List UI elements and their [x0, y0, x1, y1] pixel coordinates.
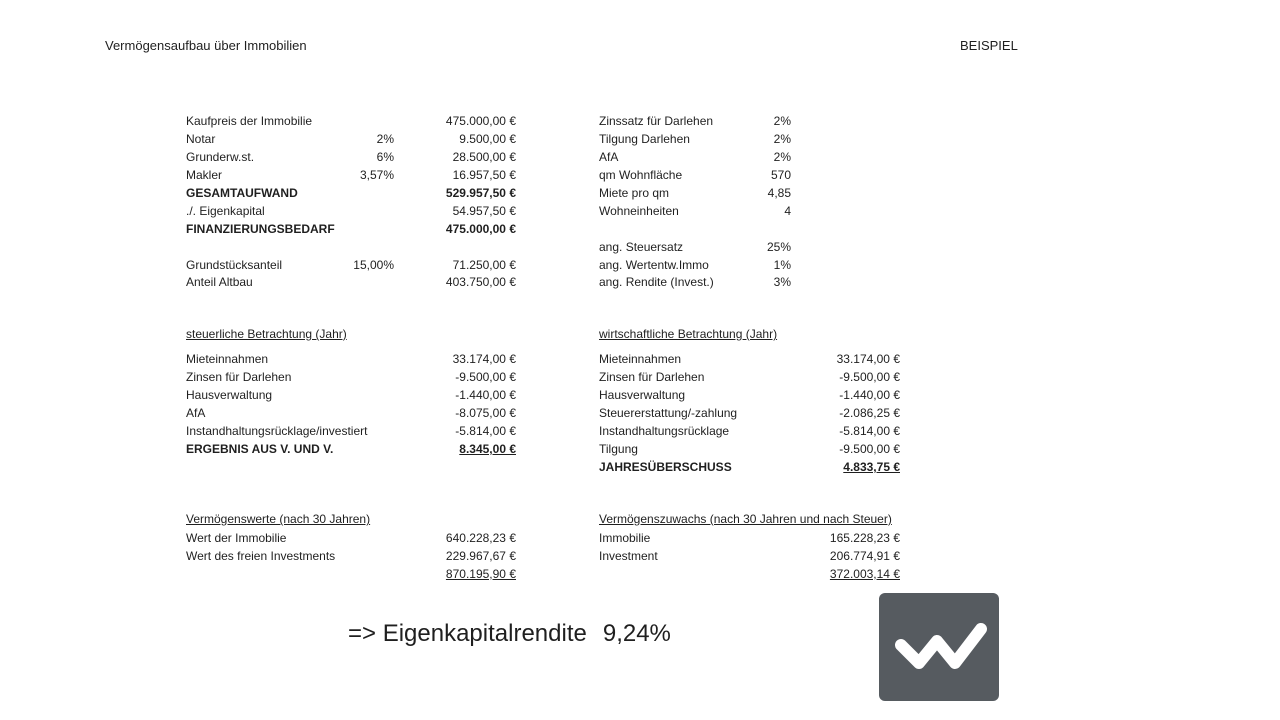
econ-section-title: wirtschaftliche Betrachtung (Jahr) — [599, 327, 778, 341]
econ-label: Instandhaltungsrücklage — [599, 424, 730, 438]
land-label: Grundstücksanteil — [186, 258, 283, 272]
econ-label: Steuererstattung/-zahlung — [599, 406, 738, 420]
tax-amount: -8.075,00 € — [455, 406, 516, 420]
param-value: 4,85 — [767, 186, 791, 200]
econ-result-amount: 4.833,75 € — [843, 460, 900, 474]
example-tag: BEISPIEL — [960, 38, 1018, 53]
cost-amount: 16.957,50 € — [452, 168, 516, 182]
param-label: qm Wohnfläche — [599, 168, 683, 182]
econ-row — [0, 350, 1280, 368]
econ-row — [0, 368, 1280, 386]
econ-amount: -9.500,00 € — [839, 442, 900, 456]
tax-label: AfA — [186, 406, 206, 420]
assumption-label: ang. Steuersatz — [599, 240, 684, 254]
econ-result-label: JAHRESÜBERSCHUSS — [599, 460, 732, 474]
cost-label: ./. Eigenkapital — [186, 204, 265, 218]
tax-label: Hausverwaltung — [186, 388, 273, 402]
assumption-row — [0, 256, 1280, 274]
assets-amount: 640.228,23 € — [445, 531, 516, 545]
param-label: AfA — [599, 150, 619, 164]
assumption-label: ang. Wertentw.Immo — [599, 258, 709, 272]
land-amount: 71.250,00 € — [452, 258, 516, 272]
assumption-label: ang. Rendite (Invest.) — [599, 275, 714, 289]
assumption-row — [0, 273, 1280, 291]
tax-amount: -9.500,00 € — [455, 370, 516, 384]
tax-result-amount: 8.345,00 € — [459, 442, 516, 456]
cost-amount: 54.957,50 € — [452, 204, 516, 218]
param-row — [0, 166, 1280, 184]
tax-label: Instandhaltungsrücklage/investiert — [186, 424, 368, 438]
assets-amount: 229.967,67 € — [445, 549, 516, 563]
param-value: 570 — [770, 168, 791, 182]
growth-total: 372.003,14 € — [829, 567, 900, 581]
cost-amount: 529.957,50 € — [445, 186, 516, 200]
growth-row — [0, 529, 1280, 547]
growth-row — [0, 547, 1280, 565]
cost-label: FINANZIERUNGSBEDARF — [186, 222, 335, 236]
growth-section-title: Vermögenszuwachs (nach 30 Jahren und nach Steuer) — [599, 512, 892, 526]
equity-return-label: => Eigenkapitalrendite — [348, 620, 587, 647]
param-value: 4 — [784, 204, 791, 218]
assets-section-title: Vermögenswerte (nach 30 Jahren) — [186, 512, 371, 526]
tax-result-label: ERGEBNIS AUS V. UND V. — [186, 442, 334, 456]
cost-row-total — [0, 220, 1280, 238]
param-label: Tilgung Darlehen — [599, 132, 690, 146]
logo-mark — [879, 593, 999, 701]
param-row — [0, 130, 1280, 148]
growth-amount: 165.228,23 € — [829, 531, 900, 545]
econ-label: Zinsen für Darlehen — [599, 370, 705, 384]
equity-return — [348, 620, 671, 648]
w-checkmark-logo-icon — [879, 593, 999, 701]
econ-row — [0, 422, 1280, 440]
cost-pct: 2% — [376, 132, 394, 146]
assumption-row — [0, 238, 1280, 256]
cost-label: GESAMTAUFWAND — [186, 186, 298, 200]
cost-amount: 28.500,00 € — [452, 150, 516, 164]
econ-result-row — [0, 458, 1280, 476]
cost-amount: 9.500,00 € — [459, 132, 516, 146]
econ-label: Tilgung — [599, 442, 638, 456]
assets-label: Wert des freien Investments — [186, 549, 336, 563]
cost-pct: 3,57% — [359, 168, 394, 182]
equity-return-value: 9,24% — [602, 620, 671, 647]
assets-total: 870.195,90 € — [445, 567, 516, 581]
param-row — [0, 202, 1280, 220]
econ-row — [0, 440, 1280, 458]
param-row — [0, 184, 1280, 202]
growth-label: Immobilie — [599, 531, 651, 545]
cost-label: Grunderw.st. — [186, 150, 255, 164]
cost-label: Makler — [186, 168, 223, 182]
econ-amount: -9.500,00 € — [839, 370, 900, 384]
page-title: Vermögensaufbau über Immobilien — [105, 38, 307, 53]
econ-label: Hausverwaltung — [599, 388, 686, 402]
econ-amount: -5.814,00 € — [839, 424, 900, 438]
param-value: 2% — [773, 132, 791, 146]
cost-label: Kaufpreis der Immobilie — [186, 114, 313, 128]
growth-label: Investment — [599, 549, 658, 563]
cost-label: Notar — [186, 132, 216, 146]
assumption-value: 1% — [773, 258, 791, 272]
econ-row — [0, 386, 1280, 404]
tax-label: Zinsen für Darlehen — [186, 370, 292, 384]
econ-amount: 33.174,00 € — [836, 352, 900, 366]
tax-amount: 33.174,00 € — [452, 352, 516, 366]
tax-amount: -5.814,00 € — [455, 424, 516, 438]
growth-amount: 206.774,91 € — [829, 549, 900, 563]
econ-amount: -2.086,25 € — [839, 406, 900, 420]
growth-total-row — [0, 565, 1280, 583]
econ-row — [0, 404, 1280, 422]
param-label: Zinssatz für Darlehen — [599, 114, 714, 128]
assumption-value: 25% — [766, 240, 791, 254]
param-label: Miete pro qm — [599, 186, 670, 200]
land-amount: 403.750,00 € — [445, 275, 516, 289]
tax-amount: -1.440,00 € — [455, 388, 516, 402]
land-pct: 15,00% — [353, 258, 394, 272]
cost-pct: 6% — [376, 150, 394, 164]
cost-amount: 475.000,00 € — [445, 222, 516, 236]
param-value: 2% — [773, 114, 791, 128]
econ-label: Mieteinnahmen — [599, 352, 682, 366]
param-row — [0, 148, 1280, 166]
param-value: 2% — [773, 150, 791, 164]
assets-label: Wert der Immobilie — [186, 531, 287, 545]
econ-amount: -1.440,00 € — [839, 388, 900, 402]
param-row — [0, 112, 1280, 130]
cost-amount: 475.000,00 € — [445, 114, 516, 128]
tax-label: Mieteinnahmen — [186, 352, 269, 366]
assumption-value: 3% — [773, 275, 791, 289]
tax-section-title: steuerliche Betrachtung (Jahr) — [186, 327, 347, 341]
param-label: Wohneinheiten — [599, 204, 679, 218]
land-label: Anteil Altbau — [186, 275, 253, 289]
